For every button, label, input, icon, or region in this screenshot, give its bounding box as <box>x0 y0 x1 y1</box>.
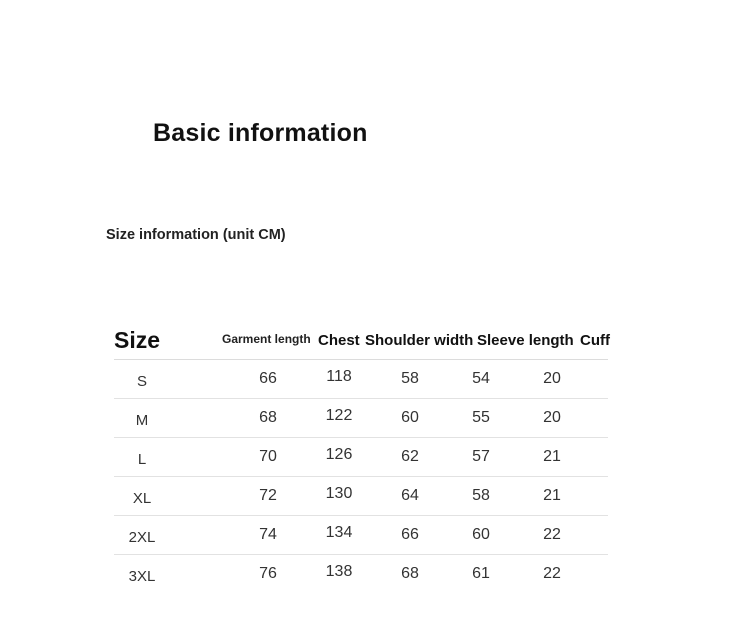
cell-sleeve-length: 61 <box>472 565 490 582</box>
cell-shoulder-width: 64 <box>401 487 419 504</box>
cell-chest: 122 <box>325 407 353 424</box>
cell-sleeve-length: 60 <box>472 526 490 543</box>
cell-shoulder-width: 66 <box>401 526 419 543</box>
cell-chest: 130 <box>325 485 353 502</box>
cell-sleeve-length: 57 <box>472 448 490 465</box>
cell-shoulder-width: 62 <box>401 448 419 465</box>
cell-sleeve-length: 55 <box>472 409 490 426</box>
cell-cuff: 21 <box>543 487 561 504</box>
cell-garment-length: 66 <box>259 370 277 387</box>
table-row <box>114 555 608 593</box>
table-row <box>114 477 608 516</box>
cell-size: XL <box>132 490 152 507</box>
cell-chest: 134 <box>325 524 353 541</box>
cell-cuff: 21 <box>543 448 561 465</box>
size-info-subtitle: Size information (unit CM) <box>106 227 286 243</box>
cell-size: M <box>135 412 149 429</box>
header-size: Size <box>114 327 161 353</box>
table-header <box>114 324 608 360</box>
cell-sleeve-length: 54 <box>472 370 490 387</box>
table-row <box>114 516 608 555</box>
table-row <box>114 360 608 399</box>
cell-shoulder-width: 58 <box>401 370 419 387</box>
page-title: Basic information <box>153 119 368 147</box>
cell-chest: 126 <box>325 446 353 463</box>
header-garment-length: Garment length <box>222 332 311 346</box>
table-row <box>114 438 608 477</box>
cell-garment-length: 70 <box>259 448 277 465</box>
cell-chest: 118 <box>326 368 352 385</box>
cell-sleeve-length: 58 <box>472 487 490 504</box>
cell-cuff: 22 <box>543 526 561 543</box>
header-chest: Chest <box>318 332 360 349</box>
cell-garment-length: 68 <box>259 409 277 426</box>
cell-garment-length: 74 <box>259 526 277 543</box>
table-row <box>114 399 608 438</box>
header-cuff: Cuff <box>580 332 610 349</box>
size-table <box>114 324 608 593</box>
cell-size: L <box>137 451 147 468</box>
cell-cuff: 20 <box>543 409 561 426</box>
cell-size: 2XL <box>128 529 156 546</box>
cell-garment-length: 72 <box>259 487 277 504</box>
cell-shoulder-width: 60 <box>401 409 419 426</box>
cell-size: S <box>136 373 148 390</box>
header-shoulder-width: Shoulder width <box>365 332 474 349</box>
header-sleeve-length: Sleeve length <box>477 332 574 349</box>
cell-cuff: 20 <box>543 370 561 387</box>
cell-cuff: 22 <box>543 565 561 582</box>
cell-size: 3XL <box>128 568 156 585</box>
cell-chest: 138 <box>325 563 353 580</box>
cell-shoulder-width: 68 <box>401 565 419 582</box>
cell-garment-length: 76 <box>259 565 277 582</box>
